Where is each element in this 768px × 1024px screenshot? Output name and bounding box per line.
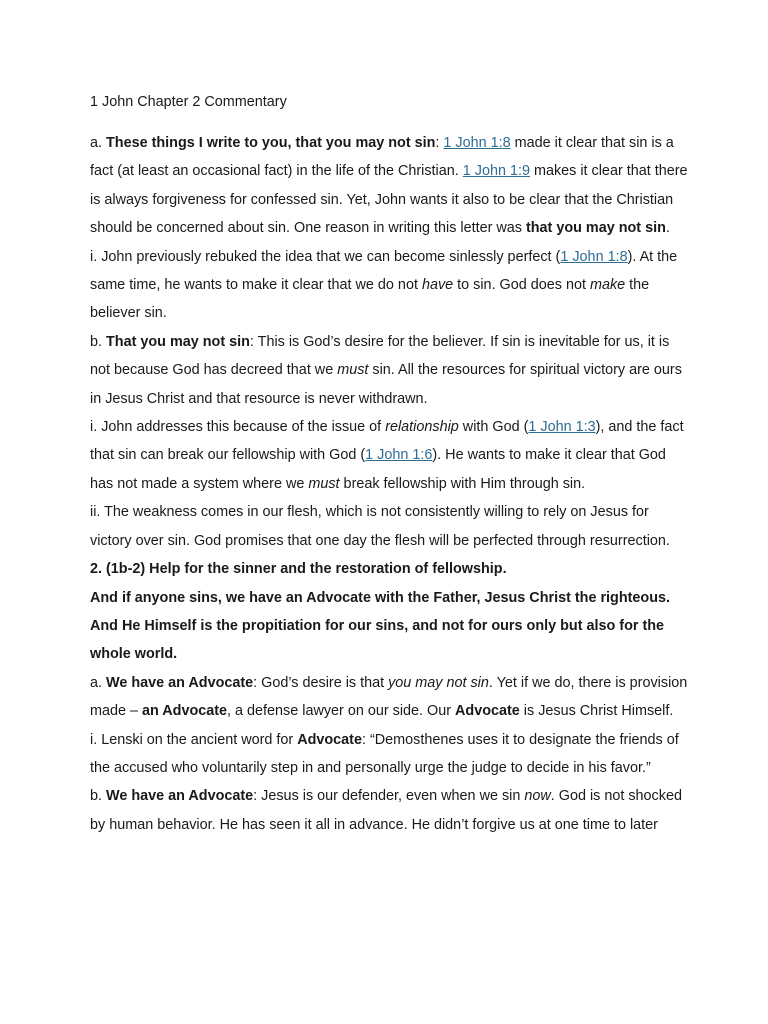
bold-text: an Advocate	[142, 703, 228, 720]
body-text: i. John addresses this because of the issue of	[90, 419, 386, 436]
body-text: . Yet if we do, there is provision made –	[90, 674, 688, 720]
scripture-quote	[90, 584, 690, 669]
para-ii-weakness	[90, 498, 690, 555]
body-text: , a defense lawyer on our side. Our	[227, 703, 456, 720]
bold-text: These things I write to you, that you may not sin	[106, 135, 436, 151]
body-text: i. John previously rebuked the idea that we can become sinlessly perfect (	[90, 248, 561, 265]
italic-text: relationship	[385, 419, 459, 436]
body-text: a.	[90, 135, 106, 151]
body-text: ), and the fact that sin can break our fellowship with God (	[90, 419, 684, 464]
body-text: a.	[90, 674, 106, 691]
para-i-john-rebuked	[90, 243, 690, 328]
para-i-relationship	[90, 413, 690, 498]
bold-text: We have an Advocate	[106, 788, 254, 805]
bold-text: We have an Advocate	[106, 674, 254, 691]
scripture-link[interactable]: 1 John 1:9	[462, 163, 530, 180]
document-body	[90, 129, 690, 839]
body-text: made it clear that sin is a fact (at least an occasional fact) in the life of the Christian.	[90, 135, 674, 180]
bold-text: that you may not sin	[525, 220, 666, 237]
body-text: break fellowship with Him through sin.	[339, 475, 586, 492]
body-text: : This is God’s desire for the believer. If sin is inevitable for us, it is not because God has decreed that we	[90, 333, 670, 379]
body-text: ii. The weakness comes in our flesh, which is not consistently willing to rely on Jesus for victory over sin. God promises that one day the flesh will be perfected through resurrection.	[90, 504, 670, 549]
body-text: ). He wants to make it clear that God has not made a system where we	[90, 447, 666, 492]
scripture-link[interactable]: 1 John 1:6	[365, 447, 433, 464]
body-text: to sin. God does not	[453, 277, 590, 294]
body-text: ). At the same time, he wants to make it clear that we do not	[90, 248, 678, 294]
bold-text: Advocate	[297, 731, 362, 748]
italic-text: must	[337, 362, 369, 379]
body-text: sin. All the resources for spiritual victory are ours in Jesus Christ and that resource is never withdrawn.	[90, 362, 682, 407]
document-title: 1 John Chapter 2 Commentary	[90, 94, 287, 110]
body-text: : God’s desire is that	[253, 674, 389, 691]
body-text: with God (	[458, 419, 529, 436]
para-a-advocate	[90, 669, 690, 726]
body-text: . God is not shocked by human behavior. He has seen it all in advance. He didn’t forgive us at one time to later	[90, 788, 682, 833]
body-text: the believer sin.	[90, 277, 650, 322]
body-text: b.	[90, 333, 106, 350]
body-text: i. Lenski on the ancient word for	[90, 731, 298, 748]
section-heading-1b-2	[90, 555, 690, 583]
bold-text: Advocate	[455, 703, 520, 720]
document-page	[90, 91, 690, 839]
bold-text: And if anyone sins, we have an Advocate with the Father, Jesus Christ the righteous. And He Himself is the propitiation for our sins, and not for ours only but also for the whole world.	[90, 589, 671, 663]
bold-text: That you may not sin	[106, 333, 250, 350]
scripture-link[interactable]: 1 John 1:3	[528, 419, 596, 436]
body-text: .	[665, 220, 670, 237]
para-b-advocate-defender	[90, 782, 690, 839]
body-text: :	[435, 135, 444, 151]
body-text: : Jesus is our defender, even when we sin	[253, 788, 525, 805]
scripture-link[interactable]: 1 John 1:8	[560, 248, 628, 265]
body-text: makes it clear that there is always forgiveness for confessed sin. Yet, John wants it also to be clear that the Christian should be concerned about sin. One reason in writing this letter was	[90, 163, 688, 237]
para-b-that-you-may-not-sin	[90, 328, 690, 413]
italic-text: now	[524, 788, 551, 805]
para-a-these-things	[90, 129, 690, 243]
bold-text: 2. (1b-2) Help for the sinner and the restoration of fellowship.	[90, 561, 507, 578]
para-i-lenski	[90, 726, 690, 783]
italic-text: make	[589, 277, 626, 294]
italic-text: must	[308, 475, 340, 492]
italic-text: have	[421, 277, 454, 294]
italic-text: you may not sin	[388, 674, 489, 691]
body-text: is Jesus Christ Himself.	[519, 703, 674, 720]
body-text: : “Demosthenes uses it to designate the friends of the accused who voluntarily step in and personally urge the judge to decide in his favor.”	[90, 731, 679, 776]
scripture-link[interactable]: 1 John 1:8	[443, 135, 511, 151]
body-text: b.	[90, 788, 106, 805]
